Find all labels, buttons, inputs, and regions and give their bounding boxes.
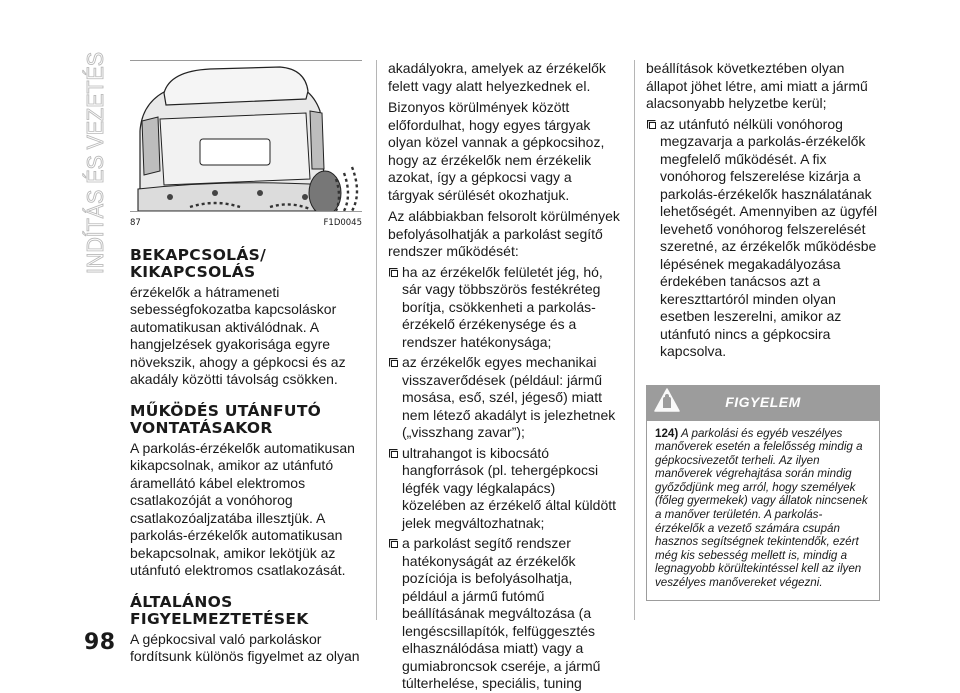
paragraph: akadályokra, amelyek az érzékelők felett vagy alatt helyezkednek el. — [388, 60, 606, 94]
list-item — [388, 264, 620, 352]
paragraph: beállítások következtében olyan állapot jöhet létre, ami miatt a jármű alacsonyabb helyzetbe kerül; — [646, 60, 868, 111]
list-item-text: ha az érzékelők felületét jég, hó, sár vagy többszörös festékréteg borítja, csökkenheti a parkolás-érzékelő érzékenysége és a rendszer hatékonysága; — [402, 263, 603, 350]
paragraph: Az alábbiakban felsorolt körülmények befolyásolhatják a parkolást segítő rendszer működését: — [388, 208, 620, 259]
list-item — [388, 445, 620, 533]
warning-header — [646, 385, 880, 421]
bullet-box-icon — [389, 268, 398, 277]
column-divider — [634, 60, 635, 620]
bullet-box-icon — [389, 539, 398, 548]
figure-87 — [130, 60, 362, 212]
hand-warning-icon — [653, 387, 681, 415]
list-item-text: a parkolást segítő rendszer hatékonyságát az érzékelők pozíciója is befolyásolhatja, például a jármű futómű beállításának megváltozása (a lengéscsillapítók, felfüggesztés elhasználódása miatt) vagy a gumiabroncsok cseréje, a jármű túlterhelése, speciális, tuning — [402, 535, 601, 691]
figure-caption — [130, 215, 362, 233]
paragraph: Bizonyos körülmények között előfordulhat, hogy egyes tárgyak olyan közel vannak a gépkocsihoz, hogy az érzékelők nem érzékelik azokat, így a gépkocsi vagy a tárgyak sérülését okozhatjuk. — [388, 99, 605, 203]
heading-bekapcsolas: BEKAPCSOLÁS/ KIKAPCSOLÁS — [130, 245, 267, 281]
column-divider — [376, 60, 377, 620]
list-item-text: az utánfutó nélküli vonóhorog megzavarja a parkolás-érzékelők megfelelő működését. A fix vonóhorog felszerelése kizárja a parkolás-érzékelők használatának lehetőségét. Amennyiben az ügyfél levehető vonóhorog felszerelését szeretné, az érzékelők működésbe lépésének megakadályozása érdekében tanácsos azt a kereszttartóról minden olyan esetben leszerelni, amikor az utánfutó nincs a gépkocsira kapcsolva. — [660, 115, 878, 359]
paragraph: A parkolás-érzékelők automatikusan kikapcsolnak, amikor az utánfutó áramellátó kábel elektromos csatlakozóját a vonóhorog csatlakozóaljzatába illesztjük. A parkolás-érzékelők automatikusan bekapcsolnak, amikor lekötjük az utánfutó elektromos csatlakozását. — [130, 439, 355, 578]
chapter-side-title — [82, 35, 108, 274]
list-item — [388, 354, 620, 442]
list-item-text: ultrahangot is kibocsátó hangforrások (pl. tehergépkocsi légfék vagy légkalapács) közelében az érzékelő által küldött jelek megváltozhatnak; — [402, 444, 617, 531]
paragraph: érzékelők a hátrameneti sebességfokozatba kapcsoláskor automatikusan aktiválódnak. A hangjelzések gyakorisága egyre növekszik, ahogy a gépkocsi és az akadály közötti távolság csökken. — [130, 283, 346, 387]
paragraph: A gépkocsival való parkoláskor fordítsunk különös figyelmet az olyan — [130, 630, 360, 664]
bullet-box-icon — [647, 120, 656, 129]
warning-title: FIGYELEM — [725, 393, 801, 410]
column-3 — [646, 60, 878, 601]
bullet-box-icon — [389, 358, 398, 367]
heading-mukodes-utanfuto: MŰKÖDÉS UTÁNFUTÓ VONTATÁSAKOR — [130, 401, 322, 437]
figure-code: F1D0045 — [323, 218, 362, 228]
list-item — [646, 116, 878, 361]
warning-box — [646, 385, 880, 601]
warning-number: 124) — [655, 426, 679, 440]
warning-body — [646, 421, 880, 601]
warning-text: A parkolási és egyéb veszélyes manőverek esetén a felelősség mindig a gépkocsivezetőt terheli. Az ilyen manőverek végrehajtása során mindig győződjünk meg arról, hogy személyek (főleg gyermekek) vagy állatok nincsenek a manőver területén. A parkolás-érzékelők a vezető számára csupán hasznos segítségnek tekintendők, ezért még kis sebesség mellett is, mindig a legnagyobb körültekintéssel kell az ilyen veszélyes manővereket végezni. — [655, 426, 868, 590]
list-item — [388, 535, 620, 693]
car-rear-parking-sensors-illustration — [130, 61, 362, 211]
heading-altalanos-figyelmeztetesek: ÁLTALÁNOS FIGYELMEZTETÉSEK — [130, 592, 309, 628]
chapter-side-title-text: INDÍTÁS ÉS VEZETÉS — [82, 35, 108, 274]
page-number: 98 — [84, 630, 116, 655]
list-item-text: az érzékelők egyes mechanikai visszaverődések (például: jármű mosása, eső, szél, jégeső) miatt nem létező akadályt is jelezhetnek („visszhang zavar”); — [402, 354, 616, 440]
figure-number: 87 — [130, 218, 141, 228]
column-1 — [130, 60, 362, 666]
column-2 — [388, 60, 620, 693]
bullet-box-icon — [389, 449, 398, 458]
